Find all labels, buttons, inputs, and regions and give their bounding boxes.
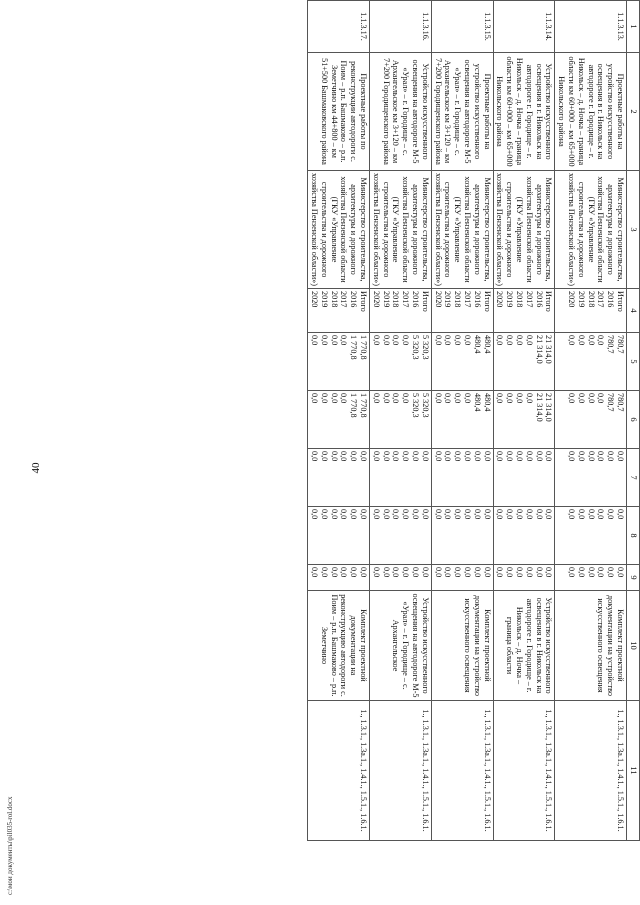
activity-name-cell: Устройство искусственного освещения на автодороге М-5 «Урал» – г. Городище – с. Архангельское км 3+120 – км 7+200 Городищенского района [370, 53, 432, 171]
regional-budget-value: 0,0 [495, 393, 505, 404]
year-value: 2020 [433, 291, 443, 308]
regional-budget-value: 0,0 [463, 393, 473, 404]
executor-cell: Министерство строительства, архитектуры и дорожного хозяйства Пензенской области (ГКУ «Управление строительства и дорожного хозяйства Пензенской области») [431, 171, 493, 289]
year-value: 2016 [606, 291, 616, 308]
other-sources-value: 0,0 [463, 567, 473, 578]
local-budget-value: 0,0 [482, 509, 492, 520]
local-budget-value: 0,0 [534, 509, 544, 520]
total-amount-value: 1 770,8 [359, 335, 369, 360]
other-sources-cell [370, 565, 432, 591]
federal-budget-value: 0,0 [616, 451, 625, 462]
federal-budget-cell [555, 449, 627, 507]
local-budget-value: 0,0 [515, 509, 525, 520]
activity-name-cell: Устройство искусственного освещения в г. Никольск на автодороге г. Городище – г. Никольск – д. Ночка – граница области км 60+000 – км 65+000 Никольского района [493, 53, 555, 171]
total-amount-value: 5 320,3 [411, 335, 421, 360]
regional-budget-value: 0,0 [453, 393, 463, 404]
local-budget-value: 0,0 [443, 509, 453, 520]
federal-budget-value: 0,0 [515, 451, 525, 462]
regional-budget-value: 0,0 [401, 393, 411, 404]
year-value: 2017 [339, 291, 349, 308]
total-amount-value: 0,0 [495, 335, 505, 346]
other-sources-value: 0,0 [606, 567, 616, 578]
other-sources-cell [431, 565, 493, 591]
row-number-cell: 1.1.3.16. [370, 1, 432, 53]
executor-cell: Министерство строительства, архитектуры и дорожного хозяйства Пензенской области (ГКУ «Управление строительства и дорожного хозяйства Пензенской области») [308, 171, 370, 289]
federal-budget-value: 0,0 [319, 451, 329, 462]
year-value: 2016 [472, 291, 482, 308]
total-amount-value: 0,0 [401, 335, 411, 346]
year-value: 2016 [534, 291, 544, 308]
rotated-page [80, 0, 640, 840]
federal-budget-value: 0,0 [349, 451, 359, 462]
federal-budget-value: 0,0 [401, 451, 411, 462]
other-sources-cell [555, 565, 627, 591]
total-amount-cell [370, 333, 432, 391]
federal-budget-value: 0,0 [381, 451, 391, 462]
federal-budget-value: 0,0 [433, 451, 443, 462]
indicators-cell: 1., 1.3.1., 1.3а.1., 1.4.1., 1.5.1., 1.6.1. [431, 701, 493, 841]
total-amount-value: 0,0 [524, 335, 534, 346]
other-sources-value: 0,0 [371, 567, 381, 578]
year-value: 2018 [329, 291, 339, 308]
header-cell: 7 [627, 449, 640, 507]
regional-budget-value: 5 320,3 [420, 393, 430, 418]
header-cell: 6 [627, 391, 640, 449]
executor-cell: Министерство строительства, архитектуры и дорожного хозяйства Пензенской области (ГКУ «Управление строительства и дорожного хозяйства Пензенской области») [370, 171, 432, 289]
local-budget-cell [308, 507, 370, 565]
year-value: Итого [544, 291, 554, 312]
indicators-cell: 1., 1.3.1., 1.3а.1., 1.4.1., 1.5.1., 1.6.1. [493, 701, 555, 841]
federal-budget-value: 0,0 [586, 451, 596, 462]
other-sources-value: 0,0 [401, 567, 411, 578]
local-budget-cell [555, 507, 627, 565]
local-budget-cell [370, 507, 432, 565]
federal-budget-value: 0,0 [567, 451, 577, 462]
local-budget-value: 0,0 [576, 509, 586, 520]
federal-budget-value: 0,0 [534, 451, 544, 462]
total-amount-value: 0,0 [381, 335, 391, 346]
year-value: 2020 [495, 291, 505, 308]
year-value: 2020 [567, 291, 577, 308]
local-budget-value: 0,0 [606, 509, 616, 520]
page-number: 40 [30, 462, 42, 474]
local-budget-cell [493, 507, 555, 565]
year-value: 2017 [524, 291, 534, 308]
expected-result-cell: Комплект проектной документации на реконструкцию автодороги с. Поим – р.п. Башмаково – р.п. Земетчино [308, 591, 370, 701]
indicators-cell: 1., 1.3.1., 1.3а.1., 1.4.1., 1.5.1., 1.6.1. [308, 701, 370, 841]
other-sources-value: 0,0 [567, 567, 577, 578]
regional-budget-value: 0,0 [310, 393, 320, 404]
local-budget-value: 0,0 [411, 509, 421, 520]
regional-budget-cell [370, 391, 432, 449]
header-cell: 8 [627, 507, 640, 565]
regional-budget-value: 0,0 [329, 393, 339, 404]
year-value: Итого [482, 291, 492, 312]
total-amount-value: 0,0 [505, 335, 515, 346]
local-budget-value: 0,0 [544, 509, 554, 520]
other-sources-value: 0,0 [586, 567, 596, 578]
table-row [431, 1, 493, 841]
total-amount-value: 480,4 [472, 335, 482, 354]
federal-budget-value: 0,0 [391, 451, 401, 462]
year-value: 2019 [319, 291, 329, 308]
year-cell [431, 289, 493, 333]
table-row [555, 1, 627, 841]
regional-budget-value: 1 770,8 [359, 393, 369, 418]
total-amount-value: 0,0 [310, 335, 320, 346]
other-sources-value: 0,0 [472, 567, 482, 578]
other-sources-cell [308, 565, 370, 591]
federal-budget-value: 0,0 [576, 451, 586, 462]
year-value: 2019 [576, 291, 586, 308]
other-sources-value: 0,0 [339, 567, 349, 578]
total-amount-value: 0,0 [586, 335, 596, 346]
row-number-cell: 1.1.3.13. [555, 1, 627, 53]
year-value: 2016 [411, 291, 421, 308]
local-budget-value: 0,0 [349, 509, 359, 520]
regional-budget-value: 0,0 [371, 393, 381, 404]
other-sources-value: 0,0 [544, 567, 554, 578]
other-sources-value: 0,0 [319, 567, 329, 578]
local-budget-value: 0,0 [391, 509, 401, 520]
year-value: 2018 [391, 291, 401, 308]
other-sources-value: 0,0 [616, 567, 625, 578]
total-amount-value: 21 314,0 [534, 335, 544, 364]
expected-result-cell: Устройство искусственного освещения в г. Никольск на автодороге г. Городище – г. Никольск – д. Ночка – граница области [493, 591, 555, 701]
federal-budget-value: 0,0 [596, 451, 606, 462]
regional-budget-value: 1 770,8 [349, 393, 359, 418]
total-amount-cell [493, 333, 555, 391]
other-sources-value: 0,0 [420, 567, 430, 578]
regional-budget-value: 0,0 [596, 393, 606, 404]
total-amount-value: 0,0 [453, 335, 463, 346]
executor-cell: Министерство строительства, архитектуры и дорожного хозяйства Пензенской области (ГКУ «Управление строительства и дорожного хозяйства Пензенской области») [493, 171, 555, 289]
total-amount-cell [431, 333, 493, 391]
local-budget-value: 0,0 [596, 509, 606, 520]
other-sources-value: 0,0 [534, 567, 544, 578]
total-amount-value: 0,0 [371, 335, 381, 346]
regional-budget-value: 0,0 [381, 393, 391, 404]
federal-budget-cell [308, 449, 370, 507]
row-number-cell: 1.1.3.14. [493, 1, 555, 53]
other-sources-value: 0,0 [411, 567, 421, 578]
federal-budget-value: 0,0 [524, 451, 534, 462]
total-amount-value: 5 320,3 [420, 335, 430, 360]
activity-name-cell: Проектные работы по реконструкции автодороги с. Поим – р.п. Башмаково – р.п. Земетчино км 44+800 – км 51+500 Башмаковского района [308, 53, 370, 171]
year-value: 2016 [349, 291, 359, 308]
year-value: 2019 [443, 291, 453, 308]
header-cell: 5 [627, 333, 640, 391]
header-cell: 11 [627, 701, 640, 841]
year-value: 2019 [505, 291, 515, 308]
federal-budget-value: 0,0 [359, 451, 369, 462]
regional-budget-value: 21 314,0 [544, 393, 554, 422]
federal-budget-value: 0,0 [463, 451, 473, 462]
total-amount-value: 0,0 [391, 335, 401, 346]
federal-budget-cell [493, 449, 555, 507]
regional-budget-cell [308, 391, 370, 449]
activity-name-cell: Проектные работы на устройство искусственного освещения на автодороге М-5 «Урал» – г. Городище – с. Архангельское км 3+120 – км 7+200 Городищенского района [431, 53, 493, 171]
regional-budget-value: 21 314,0 [534, 393, 544, 422]
other-sources-value: 0,0 [576, 567, 586, 578]
other-sources-value: 0,0 [482, 567, 492, 578]
federal-budget-cell [370, 449, 432, 507]
regional-budget-value: 0,0 [586, 393, 596, 404]
indicators-cell: 1., 1.3.1., 1.3а.1., 1.4.1., 1.5.1., 1.6.1. [555, 701, 627, 841]
regional-budget-value: 0,0 [391, 393, 401, 404]
total-amount-value: 0,0 [319, 335, 329, 346]
other-sources-value: 0,0 [310, 567, 320, 578]
federal-budget-value: 0,0 [495, 451, 505, 462]
indicators-cell: 1., 1.3.1., 1.3а.1., 1.4.1., 1.5.1., 1.6.1. [370, 701, 432, 841]
total-amount-cell [555, 333, 627, 391]
year-value: Итого [359, 291, 369, 312]
regional-budget-cell [555, 391, 627, 449]
regional-budget-value: 0,0 [505, 393, 515, 404]
other-sources-value: 0,0 [443, 567, 453, 578]
regional-budget-cell [493, 391, 555, 449]
total-amount-cell [308, 333, 370, 391]
table-row [308, 1, 370, 841]
year-cell [308, 289, 370, 333]
header-cell: 3 [627, 171, 640, 289]
local-budget-value: 0,0 [401, 509, 411, 520]
total-amount-value: 21 314,0 [544, 335, 554, 364]
local-budget-value: 0,0 [310, 509, 320, 520]
header-cell: 4 [627, 289, 640, 333]
year-value: 2018 [515, 291, 525, 308]
year-value: 2017 [596, 291, 606, 308]
federal-budget-value: 0,0 [310, 451, 320, 462]
federal-budget-value: 0,0 [371, 451, 381, 462]
program-table [307, 0, 640, 841]
total-amount-value: 1 770,8 [349, 335, 359, 360]
total-amount-value: 0,0 [329, 335, 339, 346]
local-budget-value: 0,0 [616, 509, 625, 520]
other-sources-value: 0,0 [515, 567, 525, 578]
other-sources-value: 0,0 [524, 567, 534, 578]
other-sources-value: 0,0 [381, 567, 391, 578]
year-value: Итого [616, 291, 625, 312]
expected-result-cell: Комплект проектной документации на устройство искусственного освещения [431, 591, 493, 701]
local-budget-value: 0,0 [524, 509, 534, 520]
program-table-sheet [307, 0, 640, 840]
regional-budget-value: 780,7 [616, 393, 625, 412]
header-cell: 10 [627, 591, 640, 701]
year-cell [493, 289, 555, 333]
table-row [493, 1, 555, 841]
regional-budget-value: 5 320,3 [411, 393, 421, 418]
federal-budget-value: 0,0 [472, 451, 482, 462]
row-number-cell: 1.1.3.17. [308, 1, 370, 53]
total-amount-value: 780,7 [616, 335, 625, 354]
total-amount-value: 0,0 [596, 335, 606, 346]
year-value: 2018 [453, 291, 463, 308]
federal-budget-value: 0,0 [453, 451, 463, 462]
regional-budget-value: 480,4 [472, 393, 482, 412]
other-sources-value: 0,0 [349, 567, 359, 578]
local-budget-value: 0,0 [453, 509, 463, 520]
header-cell: 1 [627, 1, 640, 53]
regional-budget-value: 0,0 [515, 393, 525, 404]
other-sources-cell [493, 565, 555, 591]
local-budget-value: 0,0 [319, 509, 329, 520]
local-budget-value: 0,0 [567, 509, 577, 520]
regional-budget-cell [431, 391, 493, 449]
regional-budget-value: 0,0 [433, 393, 443, 404]
year-value: 2019 [381, 291, 391, 308]
executor-cell: Министерство строительства, архитектуры и дорожного хозяйства Пензенской области (ГКУ «Управление строительства и дорожного хозяйства Пензенской области») [555, 171, 627, 289]
regional-budget-value: 0,0 [319, 393, 329, 404]
other-sources-value: 0,0 [359, 567, 369, 578]
file-path-footer: c:\мои документы\pil035-rol.docx [6, 796, 14, 895]
federal-budget-value: 0,0 [606, 451, 616, 462]
other-sources-value: 0,0 [391, 567, 401, 578]
table-row [370, 1, 432, 841]
local-budget-value: 0,0 [371, 509, 381, 520]
federal-budget-value: 0,0 [482, 451, 492, 462]
local-budget-value: 0,0 [505, 509, 515, 520]
regional-budget-value: 480,4 [482, 393, 492, 412]
total-amount-value: 780,7 [606, 335, 616, 354]
regional-budget-value: 0,0 [567, 393, 577, 404]
other-sources-value: 0,0 [495, 567, 505, 578]
federal-budget-value: 0,0 [443, 451, 453, 462]
other-sources-value: 0,0 [596, 567, 606, 578]
activity-name-cell: Проектные работы на устройство искусственного освещения в г. Никольск на автодороге г. Городище – г. Никольск – д. Ночка – граница области км 60+000 – км 65+000 Никольского района [555, 53, 627, 171]
total-amount-value: 0,0 [443, 335, 453, 346]
local-budget-value: 0,0 [472, 509, 482, 520]
federal-budget-value: 0,0 [329, 451, 339, 462]
regional-budget-value: 0,0 [576, 393, 586, 404]
year-value: 2020 [310, 291, 320, 308]
federal-budget-value: 0,0 [544, 451, 554, 462]
table-header-row [627, 1, 640, 841]
year-value: 2018 [586, 291, 596, 308]
year-value: Итого [420, 291, 430, 312]
local-budget-value: 0,0 [495, 509, 505, 520]
local-budget-value: 0,0 [339, 509, 349, 520]
regional-budget-value: 0,0 [443, 393, 453, 404]
other-sources-value: 0,0 [453, 567, 463, 578]
expected-result-cell: Комплект проектной документации на устройство искусственного освещения [555, 591, 627, 701]
expected-result-cell: Устройство искусственного освещения на автодороге М-5 «Урал» – г. Городище – с. Архангельское [370, 591, 432, 701]
federal-budget-value: 0,0 [411, 451, 421, 462]
total-amount-value: 0,0 [576, 335, 586, 346]
regional-budget-value: 0,0 [524, 393, 534, 404]
other-sources-value: 0,0 [329, 567, 339, 578]
row-number-cell: 1.1.3.15. [431, 1, 493, 53]
local-budget-value: 0,0 [359, 509, 369, 520]
federal-budget-value: 0,0 [420, 451, 430, 462]
total-amount-value: 0,0 [515, 335, 525, 346]
local-budget-value: 0,0 [586, 509, 596, 520]
year-cell [555, 289, 627, 333]
federal-budget-value: 0,0 [339, 451, 349, 462]
local-budget-value: 0,0 [329, 509, 339, 520]
local-budget-value: 0,0 [420, 509, 430, 520]
year-value: 2020 [371, 291, 381, 308]
total-amount-value: 0,0 [463, 335, 473, 346]
local-budget-value: 0,0 [433, 509, 443, 520]
header-cell: 9 [627, 565, 640, 591]
other-sources-value: 0,0 [433, 567, 443, 578]
year-cell [370, 289, 432, 333]
year-value: 2017 [401, 291, 411, 308]
header-cell: 2 [627, 53, 640, 171]
other-sources-value: 0,0 [505, 567, 515, 578]
total-amount-value: 0,0 [339, 335, 349, 346]
regional-budget-value: 780,7 [606, 393, 616, 412]
local-budget-value: 0,0 [463, 509, 473, 520]
year-value: 2017 [463, 291, 473, 308]
total-amount-value: 480,4 [482, 335, 492, 354]
federal-budget-cell [431, 449, 493, 507]
total-amount-value: 0,0 [567, 335, 577, 346]
federal-budget-value: 0,0 [505, 451, 515, 462]
total-amount-value: 0,0 [433, 335, 443, 346]
regional-budget-value: 0,0 [339, 393, 349, 404]
local-budget-value: 0,0 [381, 509, 391, 520]
local-budget-cell [431, 507, 493, 565]
